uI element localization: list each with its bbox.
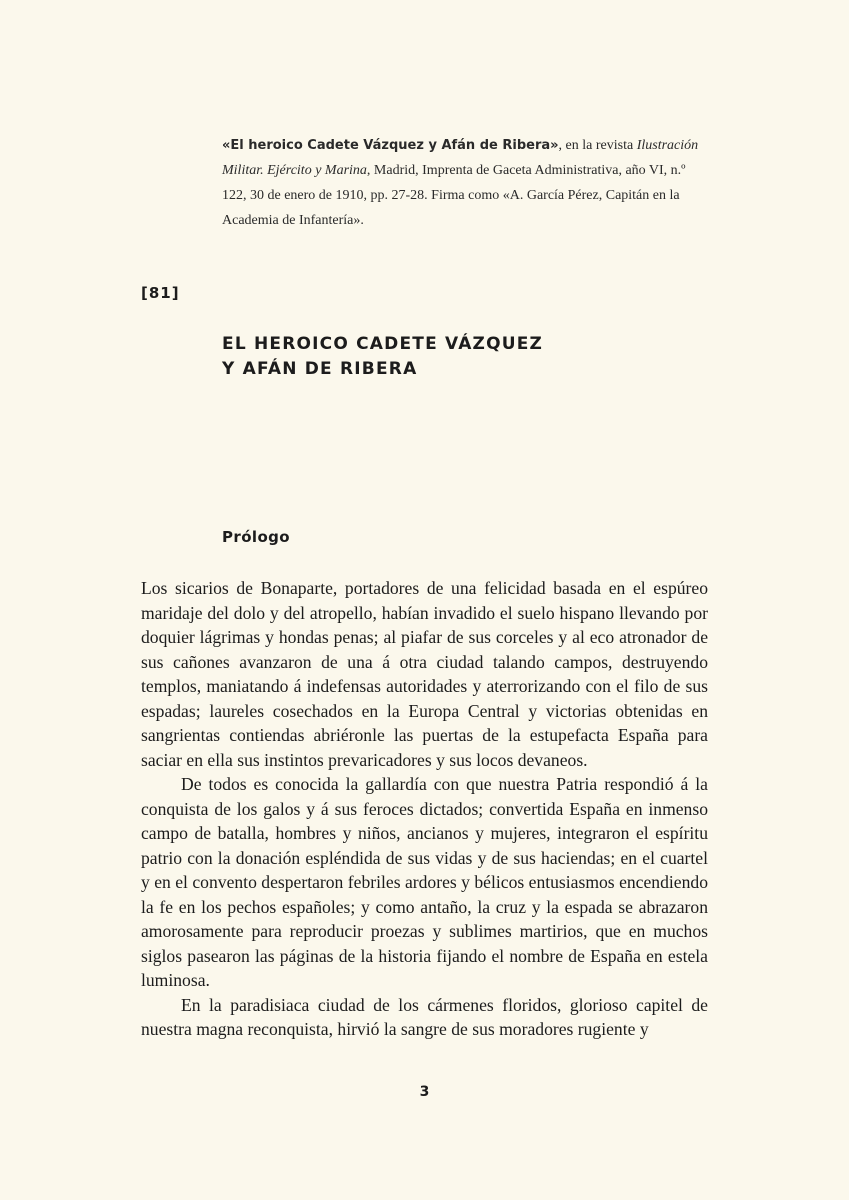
source-note-text-a: , en la revista bbox=[558, 138, 637, 153]
journal-name: Ilustración Militar. Ejército y Marina bbox=[222, 138, 699, 178]
chapter-title bbox=[222, 332, 543, 382]
source-note-text-b: , Madrid, Imprenta de Gaceta Administrativa, año VI, n.º 122, 30 de enero de 1910, pp. 27-28. Firma como «A. García Pérez, Capitán en la Academia de Infantería». bbox=[222, 163, 686, 228]
source-note bbox=[222, 133, 704, 233]
paragraph-2: De todos es conocida la gallardía con que nuestra Patria respondió á la conquista de los galos y á sus feroces dictados; convertida España en inmenso campo de batalla, hombres y niños, ancianos y mujeres, integraron el espíritu patrio con la donación espléndida de sus vidas y de sus haciendas; en el cuartel y en el convento despertaron febriles ardores y bélicos entusiasmos encendiendo la fe en los pechos españoles; y como antaño, la cruz y la espada se abrazaron amorosamente para reproducir proezas y sublimes martirios, que en muchos siglos pasearon las páginas de la historia fijando el nombre de España en estela luminosa. bbox=[141, 774, 708, 990]
chapter-title-line-2: Y AFÁN DE RIBERA bbox=[222, 359, 418, 379]
document-number: [81] bbox=[141, 284, 180, 302]
paragraph-3: En la paradisiaca ciudad de los cármenes floridos, glorioso capitel de nuestra magna reconquista, hirvió la sangre de sus moradores rugiente y bbox=[141, 994, 708, 1039]
chapter-title-line-1: EL HEROICO CADETE VÁZQUEZ bbox=[222, 334, 544, 354]
source-title-reference: «El heroico Cadete Vázquez y Afán de Ribera» bbox=[222, 138, 559, 153]
section-heading: Prólogo bbox=[222, 528, 290, 546]
body-text bbox=[141, 576, 708, 1042]
paragraph-1: Los sicarios de Bonaparte, portadores de una felicidad basada en el espúreo maridaje del dolo y del atropello, habían invadido el suelo hispano llevando por doquier lágrimas y hondas penas; al piafar de sus corceles y al eco atronador de sus cañones avanzaron de una á otra ciudad talando campos, destruyendo templos, maniatando á indefensas autoridades y aterrorizando con el filo de sus espadas; laureles cosechados en la Europa Central y victorias obtenidas en sangrientas contiendas abriéronle las puertas de la estupefacta España para saciar en ella sus instintos prevaricadores y sus locos devaneos. bbox=[141, 578, 708, 770]
page-number: 3 bbox=[419, 1084, 430, 1100]
